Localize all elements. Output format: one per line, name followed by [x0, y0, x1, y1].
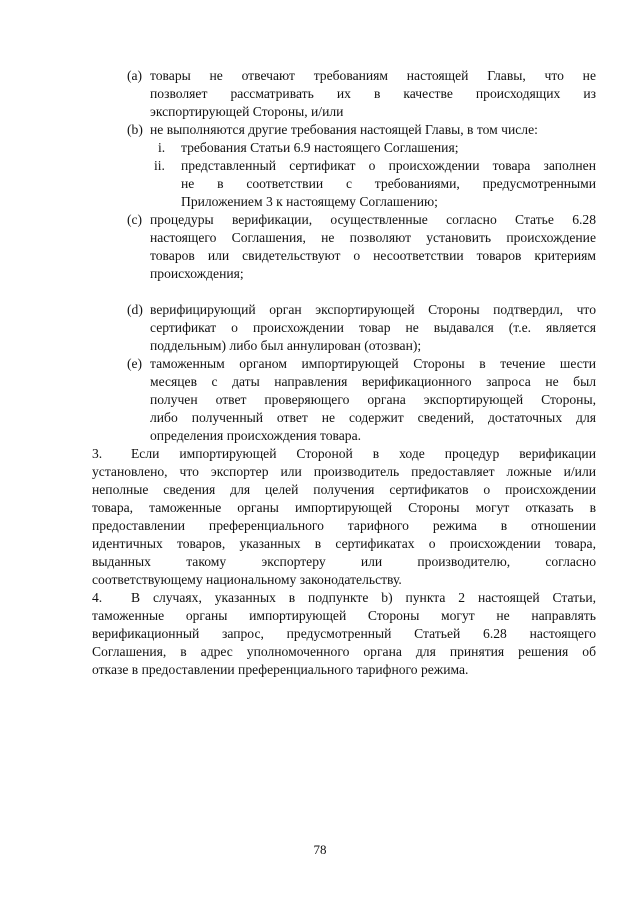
subitem-i-line-1: требования Статьи 6.9 настоящего Соглашения;	[181, 140, 459, 155]
item-a-line-2: позволяет рассматривать их в качестве происходящих из	[150, 86, 596, 101]
item-c-label: (c)	[127, 212, 143, 227]
item-a-label: (a)	[127, 68, 143, 83]
subitem-ii-line-3: Приложением 3 к настоящему Соглашению;	[181, 194, 438, 209]
para4-line-2: таможенные органы импортирующей Стороны могут не направлять	[92, 608, 596, 623]
para4-line-1: В случаях, указанных в подпункте b) пункта 2 настоящей Статьи,	[131, 590, 596, 605]
item-c-line-3: товаров или свидетельствуют о несоответствии товаров критериям	[150, 248, 596, 263]
item-e-line-4: либо полученный ответ не содержит сведений, достаточных для	[150, 410, 596, 425]
subitem-ii-label: ii.	[154, 158, 165, 173]
para4-line-4: Соглашения, в адрес уполномоченного органа для принятия решения об	[92, 644, 596, 659]
para3-line-4: товара, таможенные органы импортирующей Стороны могут отказать в	[92, 500, 596, 515]
para3-line-6: идентичных товаров, указанных в сертификатах о происхождении товара,	[92, 536, 596, 551]
item-c-line-2: настоящего Соглашения, не позволяют установить происхождение	[150, 230, 596, 245]
item-d-line-1: верифицирующий орган экспортирующей Стороны подтвердил, что	[150, 302, 596, 317]
subitem-ii-line-1: представленный сертификат о происхождении товара заполнен	[181, 158, 596, 173]
item-d-label: (d)	[127, 302, 143, 317]
para3-line-7: выданных такому экспортеру или производителю, согласно	[92, 554, 596, 569]
para3-line-3: неполные сведения для целей получения сертификатов о происхождении	[92, 482, 596, 497]
para4-line-5: отказе в предоставлении преференциального тарифного режима.	[92, 662, 469, 677]
item-e-label: (e)	[127, 356, 143, 371]
subitem-i-label: i.	[158, 140, 166, 155]
item-a-line-1: товары не отвечают требованиям настоящей Главы, что не	[150, 68, 596, 83]
item-c-line-1: процедуры верификации, осуществленные согласно Статье 6.28	[150, 212, 596, 227]
item-d-line-2: сертификат о происхождении товар не выдавался (т.е. является	[150, 320, 596, 335]
item-b-line-1: не выполняются другие требования настоящей Главы, в том числе:	[150, 122, 538, 137]
subitem-ii-line-2: не в соответствии с требованиями, предусмотренными	[181, 176, 596, 191]
para4-line-3: верификационный запрос, предусмотренный Статьей 6.28 настоящего	[92, 626, 596, 641]
item-c-line-4: происхождения;	[150, 266, 244, 281]
item-e-line-1: таможенным органом импортирующей Стороны в течение шести	[150, 356, 596, 371]
item-a-line-3: экспортирующей Стороны, и/или	[150, 104, 344, 119]
item-e-line-5: определения происхождения товара.	[150, 428, 362, 443]
item-e-line-2: месяцев с даты направления верификационного запроса не был	[150, 374, 596, 389]
para3-line-1: Если импортирующей Стороной в ходе процедур верификации	[131, 446, 596, 461]
para3-number: 3.	[92, 446, 103, 461]
para4-number: 4.	[92, 590, 103, 605]
para3-line-8: соответствующему национальному законодательству.	[92, 572, 402, 587]
para3-line-5: предоставлении преференциального тарифного режима в отношении	[92, 518, 596, 533]
item-b-label: (b)	[127, 122, 143, 137]
page-number: 78	[313, 842, 327, 857]
para3-line-2: установлено, что экспортер или производитель предоставляет ложные и/или	[92, 464, 596, 479]
item-d-line-3: поддельным) либо был аннулирован (отозван);	[150, 338, 422, 353]
item-e-line-3: получен ответ проверяющего органа экспортирующей Стороны,	[150, 392, 596, 407]
